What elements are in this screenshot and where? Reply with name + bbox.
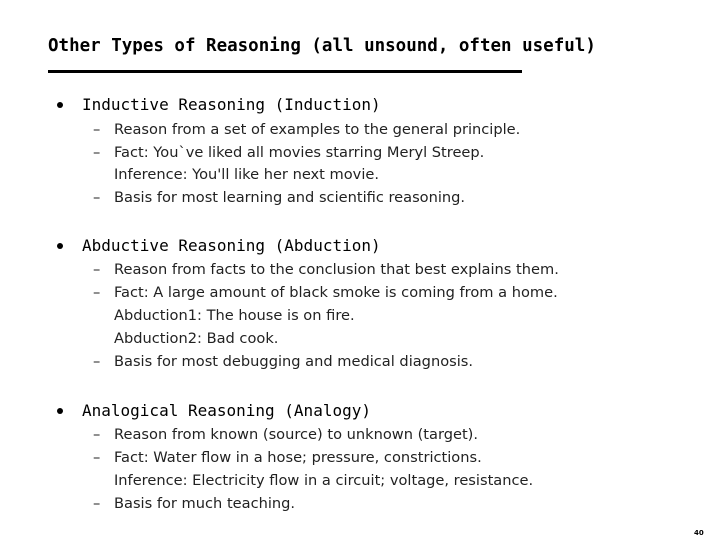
section-heading: Analogical Reasoning (Analogy): [82, 401, 371, 420]
bullet-icon: [57, 243, 63, 249]
section-heading: Abductive Reasoning (Abduction): [82, 236, 381, 255]
title-underline: [48, 70, 522, 73]
slide-title: Other Types of Reasoning (all unsound, often useful): [48, 36, 596, 56]
sub-item: [0, 449, 720, 469]
sub-item-text: Reason from facts to the conclusion that best explains them.: [114, 261, 559, 278]
dash-icon: –: [93, 426, 101, 443]
sub-item-continuation: [0, 472, 720, 492]
sub-item-continuation: [0, 330, 720, 350]
dash-icon: –: [93, 449, 101, 466]
sub-item-text: Reason from known (source) to unknown (target).: [114, 426, 479, 443]
sub-item-text: Fact: Water flow in a hose; pressure, constrictions.: [114, 449, 482, 466]
bullet-item: [0, 236, 720, 258]
sub-item-text: Abduction2: Bad cook.: [114, 330, 279, 347]
sub-item: [0, 121, 720, 141]
dash-icon: –: [93, 144, 101, 161]
sub-item-text: Basis for most learning and scientific reasoning.: [114, 189, 466, 206]
dash-icon: –: [93, 261, 101, 278]
page-number: 40: [694, 529, 704, 537]
sub-item: [0, 426, 720, 446]
sub-item-text: Reason from a set of examples to the general principle.: [114, 121, 521, 138]
sub-item-text: Basis for much teaching.: [114, 495, 296, 512]
sub-item-text: Fact: A large amount of black smoke is coming from a home.: [114, 284, 558, 301]
sub-item: [0, 261, 720, 281]
sub-item-continuation: [0, 307, 720, 327]
sub-item: [0, 144, 720, 164]
dash-icon: –: [93, 121, 101, 138]
sub-item: [0, 495, 720, 515]
sub-item-text: Fact: You`ve liked all movies starring Meryl Streep.: [114, 144, 485, 161]
sub-item-text: Inference: Electricity flow in a circuit; voltage, resistance.: [114, 472, 534, 489]
sub-item: [0, 284, 720, 304]
bullet-icon: [57, 102, 63, 108]
dash-icon: –: [93, 495, 101, 512]
section-heading: Inductive Reasoning (Induction): [82, 95, 381, 114]
sub-item-text: Inference: You'll like her next movie.: [114, 166, 379, 183]
dash-icon: –: [93, 353, 101, 370]
bullet-item: [0, 95, 720, 117]
sub-item: [0, 353, 720, 373]
sub-item-continuation: [0, 166, 720, 186]
sub-item: [0, 189, 720, 209]
bullet-item: [0, 401, 720, 423]
sub-item-text: Abduction1: The house is on fire.: [114, 307, 355, 324]
bullet-icon: [57, 408, 63, 414]
dash-icon: –: [93, 189, 101, 206]
sub-item-text: Basis for most debugging and medical diagnosis.: [114, 353, 474, 370]
dash-icon: –: [93, 284, 101, 301]
